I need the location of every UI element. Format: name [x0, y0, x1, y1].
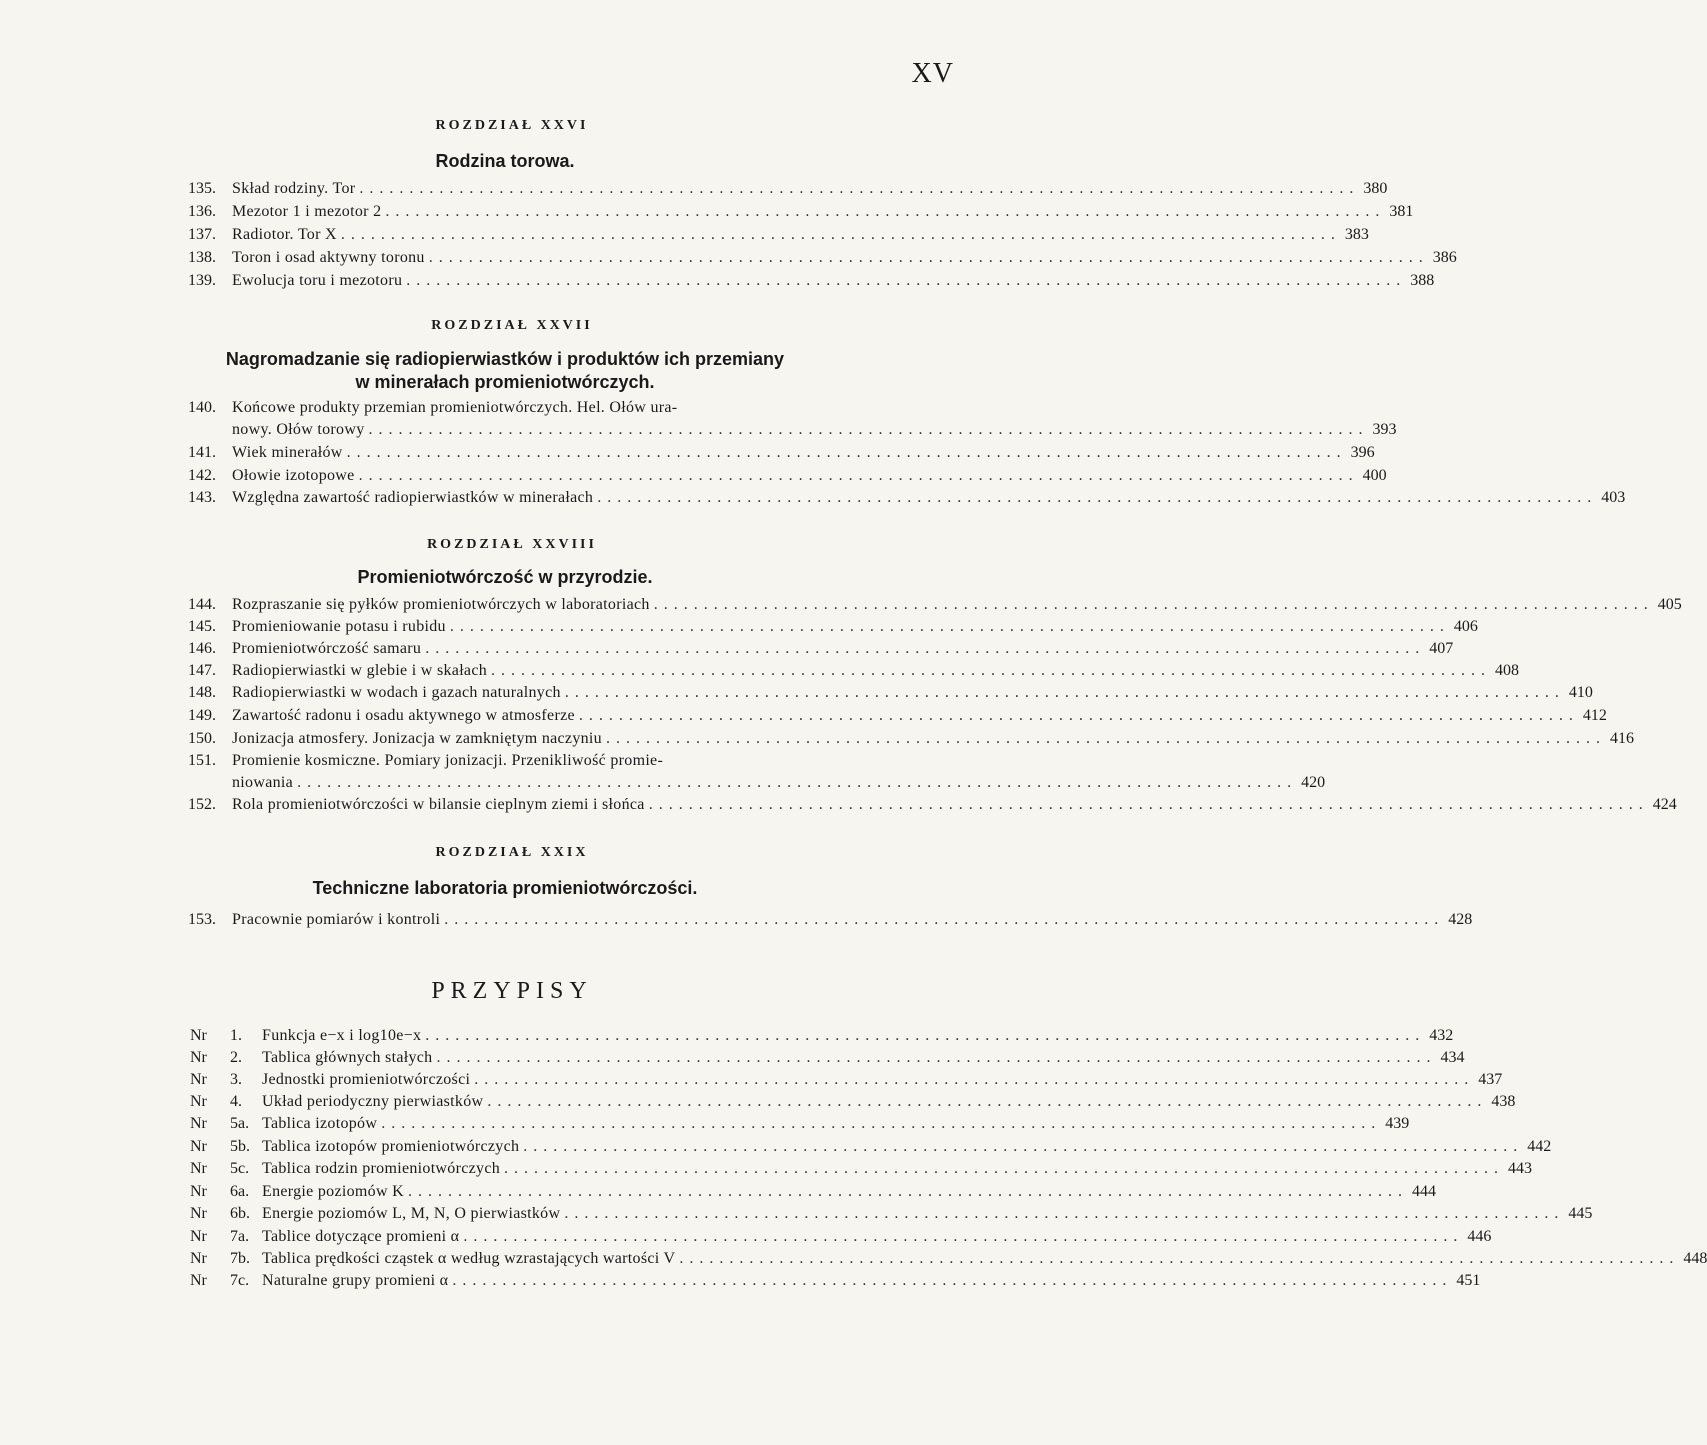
- toc-entry[interactable]: [188, 660, 1520, 682]
- entry-page: 424: [1652, 796, 1677, 813]
- entry-number: 139.: [188, 272, 216, 289]
- note-nr: Nr: [190, 1138, 207, 1155]
- leader-dots: ....................................................................................................: [425, 640, 1426, 657]
- chapter-title: Promieniotwórczość w przyrodzie.: [357, 567, 653, 587]
- leader-dots: ....................................................................................................: [578, 707, 1579, 724]
- entry-page: 403: [1601, 489, 1626, 506]
- note-index: 3.: [230, 1071, 242, 1088]
- entry-page: 400: [1362, 467, 1387, 484]
- entry-title: Mezotor 1 i mezotor 2: [232, 203, 382, 220]
- note-title: Tablica prędkości cząstek α według wzrastających wartości V: [262, 1250, 676, 1267]
- note-index: 7a.: [230, 1228, 250, 1245]
- note-nr: Nr: [190, 1049, 207, 1066]
- entry-title: Radiotor. Tor X: [232, 226, 337, 243]
- entry-title: Promienie kosmiczne. Pomiary jonizacji. Przenikliwość promie-: [232, 752, 664, 769]
- note-index: 5a.: [230, 1115, 250, 1132]
- note-index: 6b.: [230, 1205, 250, 1222]
- entry-title: Pracownie pomiarów i kontroli: [232, 911, 441, 928]
- toc-entry[interactable]: [188, 487, 1626, 509]
- entry-page: 383: [1344, 226, 1369, 243]
- note-page: 434: [1440, 1049, 1465, 1066]
- note-title: Naturalne grupy promieni α: [262, 1272, 449, 1289]
- entry-title: Rozpraszanie się pyłków promieniotwórczych w laboratoriach: [232, 596, 650, 613]
- entry-page: 393: [1372, 421, 1397, 438]
- note-index: 5b.: [230, 1138, 250, 1155]
- przypisy-title: PRZYPISY: [431, 978, 593, 1004]
- note-entry[interactable]: [190, 1047, 1465, 1069]
- note-page: 448: [1683, 1250, 1707, 1267]
- leader-dots: ....................................................................................................: [425, 1027, 1426, 1044]
- leader-dots: ....................................................................................................: [605, 730, 1606, 747]
- toc-entry[interactable]: [188, 247, 1457, 269]
- chapter-label: ROZDZIAŁ XXVII: [431, 318, 593, 333]
- note-index: 5c.: [230, 1160, 250, 1177]
- entry-number: 146.: [188, 640, 216, 657]
- entry-number: 144.: [188, 596, 216, 613]
- entry-page: 405: [1657, 596, 1682, 613]
- note-index: 4.: [230, 1093, 242, 1110]
- note-entry[interactable]: [190, 1136, 1552, 1158]
- entry-title: Skład rodziny. Tor: [232, 180, 356, 197]
- note-title: Tablica izotopów: [262, 1115, 378, 1132]
- note-index: 7c.: [230, 1272, 250, 1289]
- entry-number: 149.: [188, 707, 216, 724]
- leader-dots: ....................................................................................................: [340, 226, 1341, 243]
- entry-title: Ołowie izotopowe: [232, 467, 355, 484]
- entry-number: 138.: [188, 249, 216, 266]
- note-entry[interactable]: [190, 1025, 1454, 1047]
- note-entry[interactable]: [190, 1113, 1410, 1135]
- entry-number: 153.: [188, 911, 216, 928]
- leader-dots: ....................................................................................................: [452, 1272, 1453, 1289]
- note-index: 7b.: [230, 1250, 250, 1267]
- entry-page: 388: [1410, 272, 1435, 289]
- leader-dots: ....................................................................................................: [368, 421, 1369, 438]
- toc-entry[interactable]: [188, 750, 823, 772]
- toc-entry[interactable]: [188, 594, 1682, 616]
- entry-number: 147.: [188, 662, 216, 679]
- leader-dots: ....................................................................................................: [523, 1138, 1524, 1155]
- leader-dots: ....................................................................................................: [504, 1160, 1505, 1177]
- entry-number: 140.: [188, 399, 216, 416]
- note-title: Funkcja e−x i log10e−x: [262, 1027, 422, 1044]
- note-page: 451: [1456, 1272, 1481, 1289]
- note-page: 442: [1527, 1138, 1552, 1155]
- note-nr: Nr: [190, 1250, 207, 1267]
- entry-number: 141.: [188, 444, 216, 461]
- entry-title: Toron i osad aktywny toronu: [232, 249, 425, 266]
- leader-dots: ....................................................................................................: [564, 684, 1565, 701]
- note-page: 439: [1385, 1115, 1410, 1132]
- note-entry[interactable]: [190, 1069, 1503, 1091]
- toc-entry-continuation[interactable]: [188, 772, 1326, 794]
- note-nr: Nr: [190, 1093, 207, 1110]
- chapter-title: Techniczne laboratoria promieniotwórczości.: [312, 878, 698, 898]
- chapter-title-line2: w minerałach promieniotwórczych.: [355, 372, 655, 392]
- note-entry[interactable]: [190, 1203, 1593, 1225]
- entry-title: Radiopierwiastki w wodach i gazach naturalnych: [232, 684, 561, 701]
- note-nr: Nr: [190, 1160, 207, 1177]
- entry-number: 151.: [188, 752, 216, 769]
- entry-title: Jonizacja atmosfery. Jonizacja w zamkniętym naczyniu: [232, 730, 602, 747]
- note-entry[interactable]: [190, 1226, 1492, 1248]
- note-title: Energie poziomów K: [262, 1183, 404, 1200]
- note-page: 445: [1568, 1205, 1593, 1222]
- toc-entry[interactable]: [188, 794, 1677, 816]
- entry-number: 150.: [188, 730, 216, 747]
- leader-dots: ....................................................................................................: [381, 1115, 1382, 1132]
- toc-entry-continuation[interactable]: [188, 419, 1397, 441]
- note-title: Energie poziomów L, M, N, O pierwiastków: [262, 1205, 561, 1222]
- leader-dots: ....................................................................................................: [444, 911, 1445, 928]
- note-title: Tablica rodzin promieniotwórczych: [262, 1160, 501, 1177]
- leader-dots: ....................................................................................................: [597, 489, 1598, 506]
- chapter-title: Rodzina torowa.: [435, 151, 575, 171]
- entry-number: 137.: [188, 226, 216, 243]
- entry-title: Końcowe produkty przemian promieniotwórczych. Hel. Ołów ura-: [232, 399, 678, 416]
- entry-number: 135.: [188, 180, 216, 197]
- note-nr: Nr: [190, 1183, 207, 1200]
- note-title: Jednostki promieniotwórczości: [262, 1071, 471, 1088]
- page-number: XV: [911, 58, 954, 89]
- leader-dots: ....................................................................................................: [463, 1228, 1464, 1245]
- toc-entry[interactable]: [188, 201, 1414, 223]
- entry-title: Ewolucja toru i mezotoru: [232, 272, 403, 289]
- toc-entry[interactable]: [188, 705, 1607, 727]
- entry-page: 380: [1363, 180, 1388, 197]
- entry-page: 381: [1389, 203, 1414, 220]
- leader-dots: ....................................................................................................: [487, 1093, 1488, 1110]
- toc-entry[interactable]: [188, 397, 823, 419]
- leader-dots: ....................................................................................................: [385, 203, 1386, 220]
- note-nr: Nr: [190, 1272, 207, 1289]
- entry-number: 145.: [188, 618, 216, 635]
- note-page: 443: [1508, 1160, 1533, 1177]
- entry-title: Względna zawartość radiopierwiastków w minerałach: [232, 489, 594, 506]
- entry-title-cont: niowania: [232, 774, 294, 791]
- note-title: Układ periodyczny pierwiastków: [262, 1093, 484, 1110]
- note-index: 2.: [230, 1049, 242, 1066]
- toc-entry[interactable]: [188, 638, 1454, 660]
- note-title: Tablica izotopów promieniotwórczych: [262, 1138, 520, 1155]
- leader-dots: ....................................................................................................: [653, 596, 1654, 613]
- leader-dots: ....................................................................................................: [358, 467, 1359, 484]
- entry-page: 406: [1453, 618, 1478, 635]
- note-page: 437: [1478, 1071, 1503, 1088]
- note-page: 444: [1411, 1183, 1436, 1200]
- entry-page: 420: [1301, 774, 1326, 791]
- toc-entry[interactable]: [188, 465, 1387, 487]
- note-nr: Nr: [190, 1228, 207, 1245]
- leader-dots: ....................................................................................................: [564, 1205, 1565, 1222]
- leader-dots: ....................................................................................................: [346, 444, 1347, 461]
- entry-number: 148.: [188, 684, 216, 701]
- entry-number: 136.: [188, 203, 216, 220]
- toc-entry[interactable]: [188, 682, 1593, 704]
- leader-dots: ....................................................................................................: [359, 180, 1360, 197]
- toc-entry[interactable]: [188, 178, 1388, 200]
- note-entry[interactable]: [190, 1158, 1533, 1180]
- toc-entry[interactable]: [188, 224, 1369, 246]
- note-index: 6a.: [230, 1183, 250, 1200]
- note-index: 1.: [230, 1027, 242, 1044]
- entry-page: 412: [1582, 707, 1607, 724]
- entry-page: 416: [1609, 730, 1634, 747]
- note-entry[interactable]: [190, 1091, 1516, 1113]
- note-nr: Nr: [190, 1071, 207, 1088]
- note-nr: Nr: [190, 1115, 207, 1132]
- entry-page: 396: [1350, 444, 1375, 461]
- entry-page: 428: [1448, 911, 1473, 928]
- entry-number: 143.: [188, 489, 216, 506]
- note-entry[interactable]: [190, 1248, 1707, 1270]
- leader-dots: ....................................................................................................: [297, 774, 1298, 791]
- entry-title: Rola promieniotwórczości w bilansie cieplnym ziemi i słońca: [232, 796, 645, 813]
- leader-dots: ....................................................................................................: [491, 662, 1492, 679]
- leader-dots: ....................................................................................................: [407, 1183, 1408, 1200]
- leader-dots: ....................................................................................................: [436, 1049, 1437, 1066]
- leader-dots: ....................................................................................................: [474, 1071, 1475, 1088]
- toc-entry[interactable]: [188, 442, 1375, 464]
- note-entry[interactable]: [190, 1181, 1436, 1203]
- entry-title-cont: nowy. Ołów torowy: [232, 421, 365, 438]
- entry-page: 407: [1429, 640, 1454, 657]
- leader-dots: ....................................................................................................: [449, 618, 1450, 635]
- leader-dots: ....................................................................................................: [428, 249, 1429, 266]
- leader-dots: ....................................................................................................: [648, 796, 1649, 813]
- entry-page: 408: [1495, 662, 1520, 679]
- chapter-title-line1: Nagromadzanie się radiopierwiastków i produktów ich przemiany: [225, 349, 785, 369]
- chapter-label: ROZDZIAŁ XXVIII: [427, 537, 597, 552]
- note-nr: Nr: [190, 1027, 207, 1044]
- entry-title: Promieniowanie potasu i rubidu: [232, 618, 446, 635]
- note-entry[interactable]: [190, 1270, 1481, 1292]
- entry-number: 142.: [188, 467, 216, 484]
- leader-dots: ....................................................................................................: [679, 1250, 1680, 1267]
- note-page: 432: [1429, 1027, 1454, 1044]
- toc-entry[interactable]: [188, 909, 1473, 931]
- chapter-label: ROZDZIAŁ XXIX: [435, 845, 589, 860]
- toc-entry[interactable]: [188, 616, 1478, 638]
- entry-title: Wiek minerałów: [232, 444, 343, 461]
- note-title: Tablica głównych stałych: [262, 1049, 433, 1066]
- entry-page: 410: [1568, 684, 1593, 701]
- entry-title: Promieniotwórczość samaru: [232, 640, 422, 657]
- note-nr: Nr: [190, 1205, 207, 1222]
- entry-title: Zawartość radonu i osadu aktywnego w atmosferze: [232, 707, 575, 724]
- entry-number: 152.: [188, 796, 216, 813]
- note-page: 438: [1491, 1093, 1516, 1110]
- chapter-label: ROZDZIAŁ XXVI: [435, 118, 589, 133]
- note-page: 446: [1467, 1228, 1492, 1245]
- note-title: Tablice dotyczące promieni α: [262, 1228, 460, 1245]
- toc-entry[interactable]: [188, 270, 1435, 292]
- leader-dots: ....................................................................................................: [406, 272, 1407, 289]
- entry-title: Radiopierwiastki w glebie i w skałach: [232, 662, 488, 679]
- toc-entry[interactable]: [188, 728, 1634, 750]
- entry-page: 386: [1432, 249, 1457, 266]
